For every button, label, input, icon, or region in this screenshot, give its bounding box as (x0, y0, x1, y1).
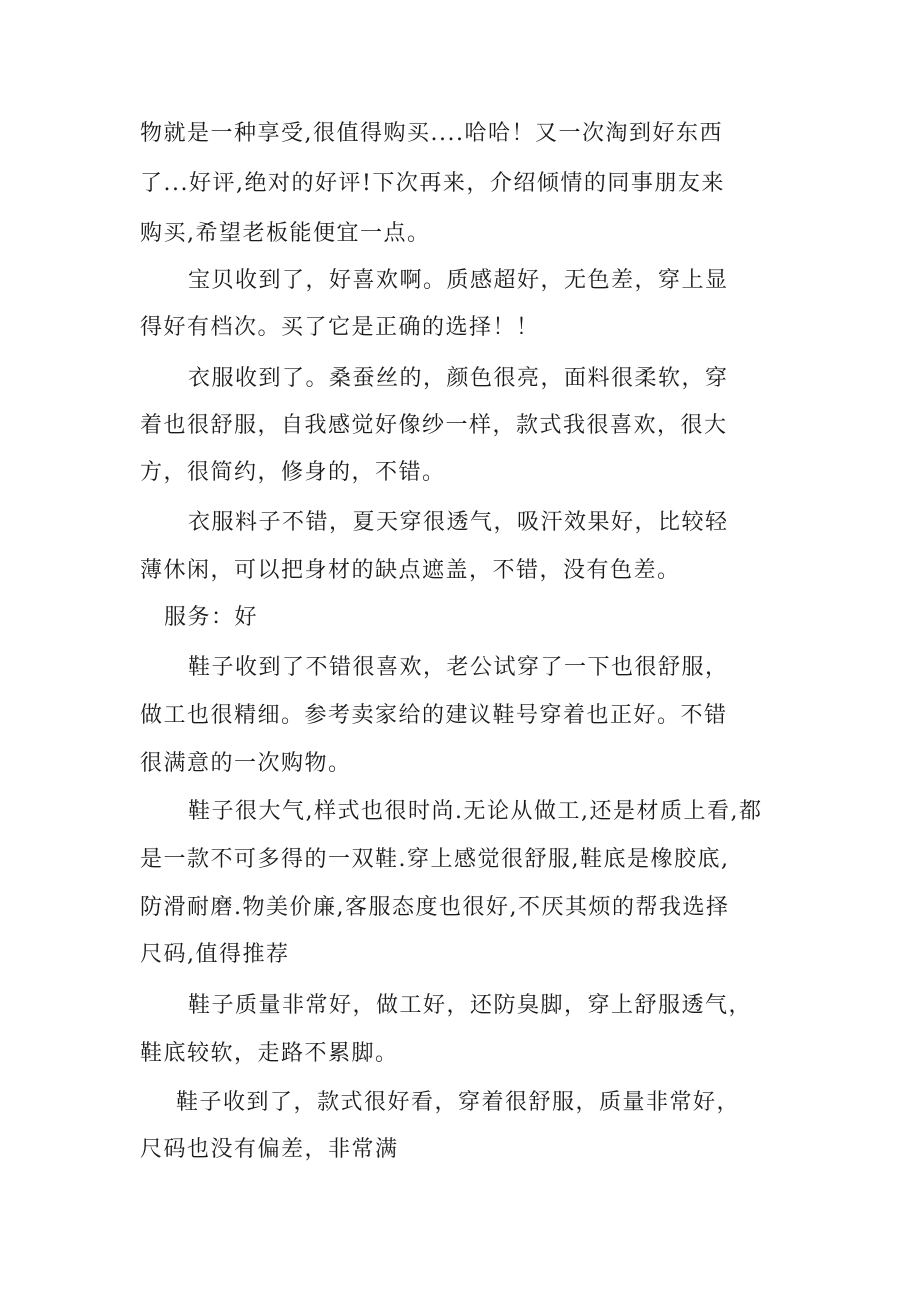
paragraph-2-line-1: 宝贝收到了，好喜欢啊。质感超好，无色差，穿上显 (188, 268, 729, 293)
paragraph-9-line-1: 鞋子收到了，款式很好看，穿着很舒服，质量非常好， (176, 1090, 741, 1115)
paragraph-1-line-3: 购买,希望老板能便宜一点。 (140, 221, 431, 246)
paragraph-9-line-2: 尺码也没有偏差，非常满 (140, 1137, 399, 1162)
paragraph-6-line-2: 做工也很精细。参考卖家给的建议鞋号穿着也正好。不错 (140, 703, 728, 728)
paragraph-7-line-4: 尺码,值得推荐 (140, 942, 290, 967)
paragraph-4-line-1: 衣服料子不错，夏天穿很透气，吸汗效果好，比较轻 (188, 510, 729, 535)
paragraph-8-line-1: 鞋子质量非常好，做工好，还防臭脚，穿上舒服透气， (188, 993, 753, 1018)
paragraph-1-line-2: 了...好评,绝对的好评!下次再来，介绍倾情的同事朋友来 (140, 171, 725, 196)
paragraph-6-line-3: 很满意的一次购物。 (140, 751, 352, 776)
paragraph-4-line-2: 薄休闲，可以把身材的缺点遮盖，不错，没有色差。 (140, 558, 681, 583)
paragraph-2-line-2: 得好有档次。买了它是正确的选择！！ (140, 315, 540, 340)
paragraph-7-line-1: 鞋子很大气,样式也很时尚.无论从做工,还是材质上看,都 (188, 799, 763, 824)
paragraph-3-line-2: 着也很舒服，自我感觉好像纱一样，款式我很喜欢，很大 (140, 413, 728, 438)
paragraph-1-line-1: 物就是一种享受,很值得购买....哈哈！又一次淘到好东西 (140, 121, 723, 146)
service-rating-line: 服务：好 (164, 605, 259, 630)
paragraph-3-line-1: 衣服收到了。桑蚕丝的，颜色很亮，面料很柔软，穿 (188, 366, 729, 391)
paragraph-7-line-3: 防滑耐磨.物美价廉,客服态度也很好,不厌其烦的帮我选择 (140, 895, 730, 920)
paragraph-7-line-2: 是一款不可多得的一双鞋.穿上感觉很舒服,鞋底是橡胶底, (140, 847, 730, 872)
paragraph-6-line-1: 鞋子收到了不错很喜欢，老公试穿了一下也很舒服， (188, 655, 729, 680)
paragraph-8-line-2: 鞋底较软，走路不累脚。 (140, 1041, 399, 1066)
paragraph-3-line-3: 方，很简约，修身的，不错。 (140, 460, 446, 485)
